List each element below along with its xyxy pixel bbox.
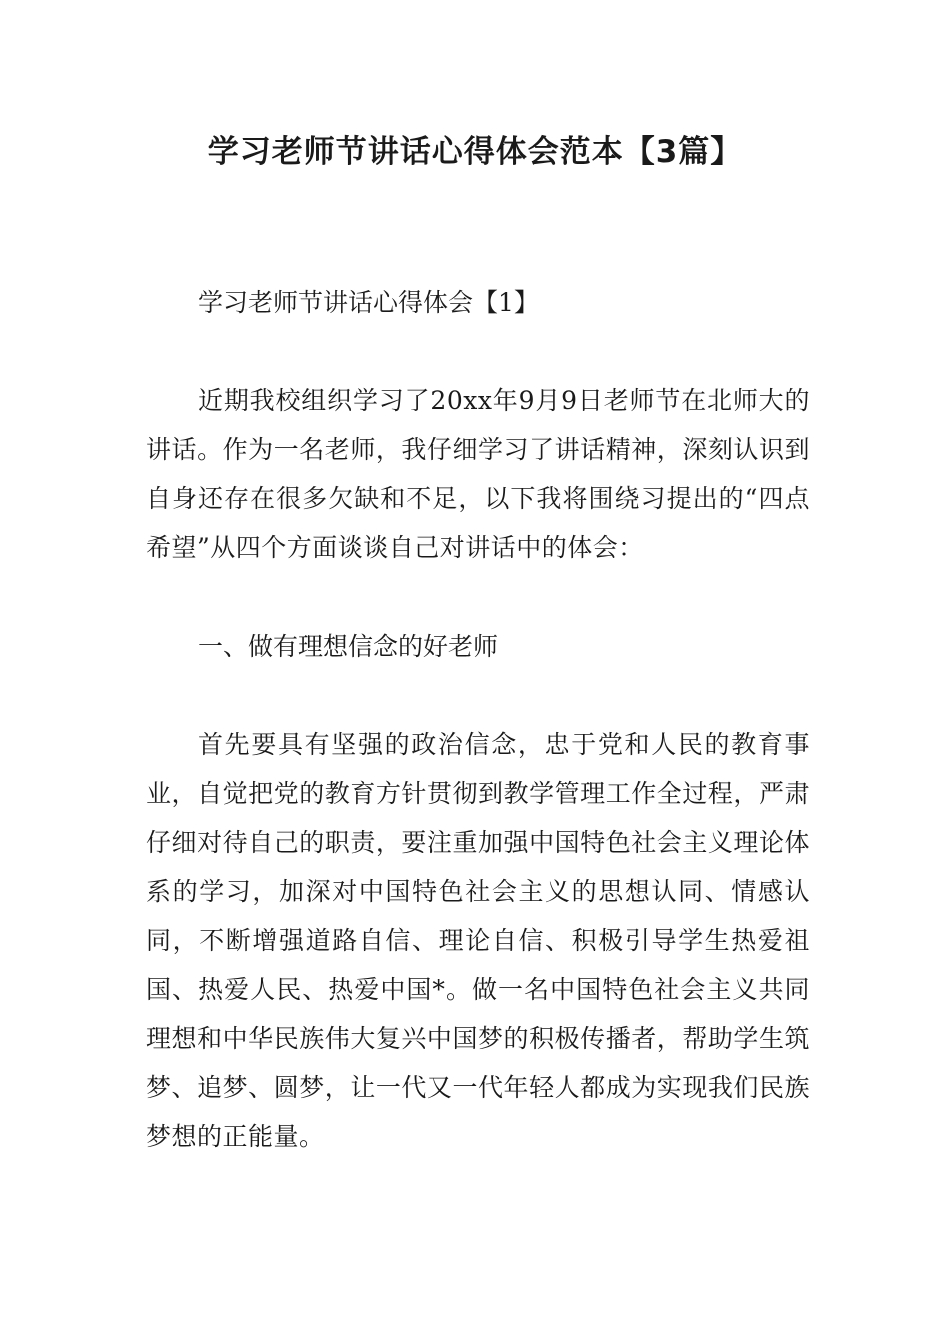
subheading-ideal-belief: 一、做有理想信念的好老师 xyxy=(198,632,499,661)
paragraph-intro: 近期我校组织学习了20xx年9月9日老师节在北师大的讲话。作为一名老师，我仔细学习了讲话精神，深刻认识到自身还存在很多欠缺和不足，以下我将围绕习提出的“四点希望”从四个方面谈谈自己对讲话中的体会： xyxy=(146,386,810,562)
document-title: 学习老师节讲话心得体会范本【3篇】 xyxy=(207,134,743,170)
section-title: 学习老师节讲话心得体会【1】 xyxy=(198,288,539,317)
paragraph-political-belief: 首先要具有坚强的政治信念，忠于党和人民的教育事业，自觉把党的教育方针贯彻到教学管理工作全过程，严肃仔细对待自己的职责，要注重加强中国特色社会主义理论体系的学习，加深对中国特色社会主义的思想认同、情感认同，不断增强道路自信、理论自信、积极引导学生热爱祖国、热爱人民、热爱中国*。做一名中国特色社会主义共同理想和中华民族伟大复兴中国梦的积极传播者，帮助学生筑梦、追梦、圆梦，让一代又一代年轻人都成为实现我们民族梦想的正能量。 xyxy=(146,730,810,1151)
